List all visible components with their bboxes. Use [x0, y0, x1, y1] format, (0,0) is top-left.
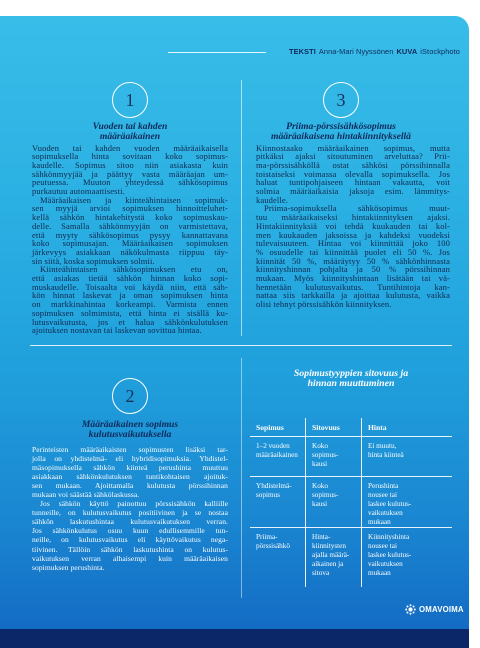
byline-photo-credit: iStockphoto [420, 47, 460, 56]
cell-line: laskee kulutus- [368, 499, 412, 508]
title-line: määräaikaisena hintakiinnityksellä [271, 131, 411, 143]
table-cell [306, 437, 362, 477]
cell-line: nousee tai [368, 490, 397, 499]
byline-photo-label: KUVA [396, 47, 418, 56]
text-line: sen myyjä arvioi sopimuksen hinnoitteluhet- [32, 203, 228, 214]
table-cell [250, 437, 306, 477]
text-line: men kuukauden jaksoissa ja kahdeksi vuodeksi [256, 229, 450, 240]
text-line: että asiakas tietää sähkön hinnan koko sopi- [32, 273, 228, 284]
paragraph [32, 144, 228, 196]
paragraph [256, 144, 450, 205]
text-line: kiinnität 50 %, määräytyy 50 % sähkönhinnasta [256, 255, 450, 266]
text-line: kön hinnat laskevat ja oman sopimuksen hinta [32, 290, 228, 301]
section-title [241, 122, 441, 143]
text-line: neille, on kulutusvaikutus eli käyttövaikutus nega- [32, 535, 228, 545]
text-line: Jos sähkönkulutus osuu kuun edullisemmille tun- [32, 526, 228, 536]
cell-line: pörssisähkö [256, 541, 290, 550]
text-line: lutusvaikutusta, jos et halua sähkönkulutuksen [32, 316, 228, 327]
cell-line: mukaan [368, 568, 391, 577]
text-line: mukaan. Myös kiinnityshintaan lisätään tai vä- [256, 273, 450, 284]
table-cell [306, 528, 362, 587]
text-line: toistaiseksi voimassa olevalla sopimuksella. Jos [256, 168, 450, 179]
cell-line: Kiinnityshinta [368, 532, 410, 541]
text-line: jolla on yhdistelmä- eli hybridisopimuksia. Yhdistel- [32, 453, 228, 463]
byline-rule [168, 52, 266, 53]
text-line: Määräaikaisen ja kiinteähintaisen sopimuk- [40, 194, 228, 205]
cell-line: kausi [312, 499, 328, 508]
text-line: nattaa siis tarkkailla ja ajoittaa kulutusta, vaikka [256, 290, 450, 301]
table-header-cell: Hinta [362, 418, 452, 437]
text-line: haluat tuntipohjaiseen hintaan vakautta, voit [256, 177, 450, 188]
title-line: määräaikainen [99, 131, 161, 143]
text-line: hennetään kulutusvaikutus. Tuntihintoja kan- [256, 281, 450, 292]
byline-author: Anna-Mari Nyyssönen [318, 47, 394, 56]
column-divider-bottom [241, 358, 242, 598]
footer-band [0, 629, 469, 648]
title-line: Vuoden tai kahden [92, 120, 168, 132]
text-line: olisi tehnyt pörssisähkön kiinnityksen. [256, 299, 392, 310]
text-line: purkautuu automaattisesti. [32, 186, 125, 197]
text-line: asiakkaan sähkönkulutuksen tuntikohtaisen ajoituk- [32, 471, 228, 481]
byline-text-label: TEKSTI [288, 47, 316, 56]
text-line: kiinnityshinnan pohjalta ja 50 % pörssihinnan [256, 264, 450, 275]
text-line: tunneille, on kulutusvaikutus positiivinen ja se nostaa [32, 508, 228, 518]
text-line: Priima-sopimuksella sähkösopimus muut- [264, 203, 450, 214]
cell-line: vaikutuksen [368, 559, 403, 568]
text-line: vaikutuksen verran alhaisempi kuin määräaikaisen [32, 553, 228, 563]
text-line: että myyty sähkösopimus pysyy kannattavana [32, 229, 228, 240]
text-line: sen mukaan. Ajoittamalla kulutusta pörssihinnan [32, 480, 228, 490]
cell-line: Priima- [256, 532, 278, 541]
paragraph [32, 196, 228, 266]
text-line: tulevaisuuteen. Hintaa voi kiinnittää joko 100 [256, 238, 450, 249]
text-line: sopimuksen solmimista, että hinta ei sisällä ku- [32, 307, 228, 318]
text-line: muskaudelle. Toisaalta voi käydä niin, että säh- [32, 281, 228, 292]
cell-line: sopimus- [312, 490, 339, 499]
step-number-badge: 2 [112, 378, 148, 414]
text-line: ajoituksen nostavan tai laskevan sovittua hintaa. [32, 325, 202, 336]
cell-line: Hinta- [312, 532, 331, 541]
cell-line: kausi [312, 459, 328, 468]
cell-line: Koko [312, 481, 328, 490]
contract-table [250, 418, 452, 587]
text-line: kaudelle. [256, 194, 288, 205]
paragraph [32, 445, 228, 500]
text-line: tuu määräaikaiseksi hintakiinnityksen ajaksi. [256, 212, 450, 223]
text-line: on markkinahintaa korkeampi. Varmista ennen [32, 299, 228, 310]
cell-line: Koko [312, 441, 328, 450]
table-cell [306, 477, 362, 528]
cell-line: nousee tai [368, 541, 397, 550]
cell-line: sopimus [256, 490, 280, 499]
cell-line: Ei muutu, [368, 441, 397, 450]
text-line: solmia määräaikaisia jaksoja esim. lämmitys- [256, 186, 450, 197]
cell-line: laskee kulutus- [368, 550, 412, 559]
cell-line: aikainen ja [312, 559, 344, 568]
title-line: hinnan muuttuminen [307, 378, 395, 390]
text-line: sin siitä, koska sopimuksen solmii. [32, 255, 155, 266]
text-line: koko sopimusajan. Määräaikaisen sopimuksen [32, 238, 228, 249]
section-title [32, 420, 228, 441]
section-body [256, 144, 450, 309]
title-line: kulutusvaikutuksella [88, 429, 172, 441]
text-line: mäsopimuksella sähkön kiinteä perushinta muuttuu [32, 462, 228, 472]
text-line: delle. Samalla sähkönmyyjän on varmistettava, [32, 220, 228, 231]
omavoima-sun-icon [405, 604, 416, 615]
section-title [32, 122, 228, 143]
text-line: sähkön laskutushintaa kulutusvaikutuksen verran. [32, 517, 228, 527]
text-line: sähkönmyyjää ja päättyy vasta määräajan um- [32, 168, 228, 179]
step-number-badge: 3 [323, 82, 359, 118]
cell-line: mukaan [368, 517, 391, 526]
logo-wordmark: OMAVOIMA [419, 605, 464, 614]
text-line: sopimuksen perushinta. [32, 562, 105, 572]
table-cell [362, 477, 452, 528]
cell-line: määräaikainen [256, 450, 298, 459]
text-line: Kiinnostaako määräaikainen sopimus, mutta [256, 142, 450, 153]
cell-line: vaikutuksen [368, 508, 403, 517]
table-cell [362, 528, 452, 587]
text-line: tiivinen. Tällöin sähkön laskutushinta on kulutus- [32, 544, 228, 554]
text-line: Kiinteähintaisen sähkösopimuksen etu on, [40, 264, 228, 275]
text-line: peutuessa. Muuton yhteydessä sähkösopimus [32, 177, 228, 188]
paragraph [32, 265, 228, 335]
column-divider-top [241, 80, 242, 336]
table-cell [250, 477, 306, 528]
title-line: Määräaikainen sopimus [81, 418, 179, 430]
cell-line: kiinnitysten [312, 541, 346, 550]
table-header-cell: Sopimus [250, 418, 306, 437]
cell-line: sopimus- [312, 450, 339, 459]
table-cell [250, 528, 306, 587]
paragraph [256, 204, 450, 308]
section-body [32, 445, 228, 572]
section-body [32, 144, 228, 335]
table-title [250, 369, 452, 390]
cell-line: Perushinta [368, 481, 399, 490]
cell-line: hinta kiinteä [368, 450, 404, 459]
paragraph [32, 499, 228, 572]
text-line: ma-pörssisähköllä ostat sähkösi pörssihinnalla [256, 159, 450, 170]
text-line: mukaan voi säästää sähkölaskussa. [32, 489, 140, 499]
text-line: pitkäksi ajaksi sitoutuminen arveluttaa? Prii- [256, 151, 450, 162]
cell-line: 1–2 vuoden [256, 441, 290, 450]
text-line: Hintakiinnityksiä voi tehdä kuukauden tai kol- [256, 220, 450, 231]
table-header-cell: Sitovuus [306, 418, 362, 437]
title-line: Priima-pörssisähkösopimus [286, 120, 396, 132]
text-line: järkevyys asiakkaan näkökulmasta riippuu täy- [32, 246, 228, 257]
title-line: Sopimustyyppien sitovuus ja [293, 367, 409, 379]
section-divider [30, 345, 452, 346]
text-line: Perinteisten määräaikaisten sopimusten lisäksi tar- [32, 444, 228, 454]
omavoima-logo [405, 604, 464, 616]
text-line: Jos sähkön käyttö painottuu pörssisähkön kalliille [40, 499, 228, 509]
table-cell [362, 437, 452, 477]
byline [289, 47, 460, 57]
text-line: % osuudelle tai kiinnittää puolet eli 50 %. Jos [256, 246, 450, 257]
text-line: kaudelle. Sopimus sitoo niin asiakasta kuin [32, 159, 228, 170]
text-line: Vuoden tai kahden vuoden määräaikaisella [32, 142, 228, 153]
text-line: kellä sähkön hintakehitystä koko sopimuskau- [32, 212, 228, 223]
cell-line: ajalla määrä- [312, 550, 350, 559]
cell-line: sitova [312, 568, 330, 577]
cell-line: Yhdistelmä- [256, 481, 292, 490]
step-number-badge: 1 [112, 82, 148, 118]
text-line: sopimuksella hinta sovitaan koko sopimus- [32, 151, 228, 162]
